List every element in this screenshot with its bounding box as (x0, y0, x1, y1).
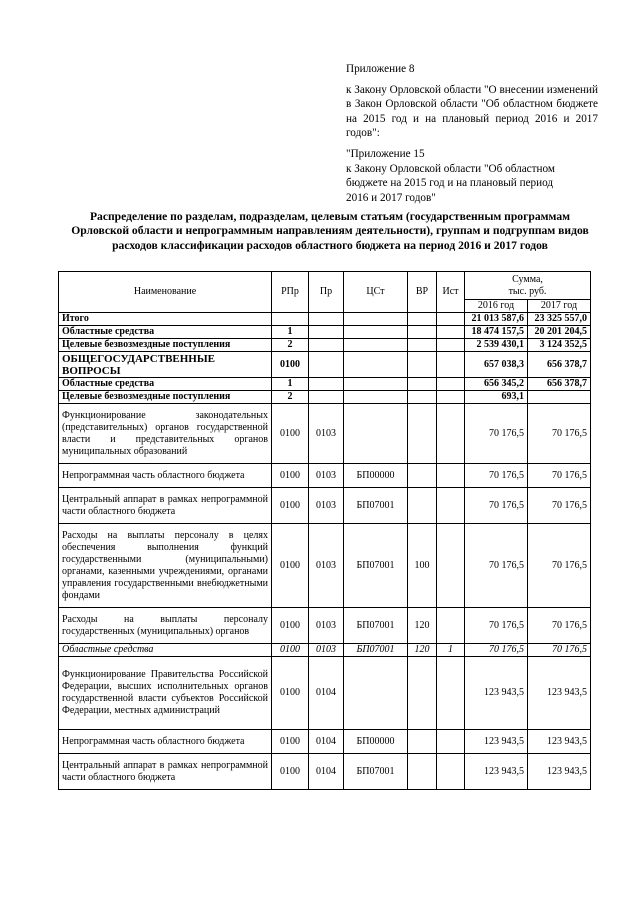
row-rpr: 1 (272, 378, 309, 391)
row-value-2017: 70 176,5 (528, 464, 591, 488)
row-value-2017: 656 378,7 (528, 378, 591, 391)
row-pr: 0103 (309, 608, 344, 644)
table-row (59, 326, 591, 339)
row-cst: БП00000 (344, 464, 408, 488)
row-ist (437, 352, 465, 378)
row-cst (344, 339, 408, 352)
row-value-2016: 70 176,5 (465, 464, 528, 488)
row-ist (437, 326, 465, 339)
quote-heading: "Приложение 15 (346, 147, 425, 160)
row-value-2017: 70 176,5 (528, 608, 591, 644)
row-vr (408, 657, 437, 730)
table-row (59, 657, 591, 730)
header-2017: 2017 год (528, 300, 591, 313)
row-vr (408, 313, 437, 326)
row-cst (344, 404, 408, 464)
row-value-2016: 18 474 157,5 (465, 326, 528, 339)
row-pr: 0103 (309, 524, 344, 608)
row-value-2016: 70 176,5 (465, 644, 528, 657)
row-rpr: 0100 (272, 488, 309, 524)
row-name: Центральный аппарат в рамках непрограммной части областного бюджета (59, 488, 272, 524)
appendix-heading: Приложение 8 (346, 63, 415, 75)
quote-line: 2016 и 2017 годов" (346, 191, 436, 204)
row-pr (309, 339, 344, 352)
appendix-text: к Закону Орловской области "О внесении изменений в Закон Орловской области "Об областном бюджете на 2015 год и на плановый период 2016 и 2017 годов": (346, 83, 598, 140)
table-row (59, 730, 591, 754)
row-vr: 120 (408, 608, 437, 644)
row-pr (309, 326, 344, 339)
row-value-2016: 123 943,5 (465, 730, 528, 754)
row-rpr: 0100 (272, 464, 309, 488)
row-ist (437, 391, 465, 404)
row-name: Областные средства (59, 326, 272, 339)
header-name: Наименование (59, 272, 272, 313)
row-value-2017: 70 176,5 (528, 404, 591, 464)
row-rpr: 0100 (272, 352, 309, 378)
row-rpr (272, 313, 309, 326)
row-pr (309, 352, 344, 378)
row-cst: БП07001 (344, 644, 408, 657)
budget-table (58, 271, 591, 790)
row-cst (344, 391, 408, 404)
row-pr (309, 378, 344, 391)
row-pr: 0103 (309, 644, 344, 657)
row-cst: БП07001 (344, 754, 408, 790)
row-value-2016: 656 345,2 (465, 378, 528, 391)
row-ist (437, 313, 465, 326)
row-cst: БП07001 (344, 608, 408, 644)
row-pr: 0103 (309, 404, 344, 464)
row-name: Центральный аппарат в рамках непрограммной части областного бюджета (59, 754, 272, 790)
table-row (59, 352, 591, 378)
row-ist (437, 488, 465, 524)
row-value-2017: 3 124 352,5 (528, 339, 591, 352)
row-cst (344, 326, 408, 339)
row-name: Функционирование Правительства Российской Федерации, высших исполнительных органов государственной власти субъектов Российской Федерации, местных администраций (59, 657, 272, 730)
row-vr: 100 (408, 524, 437, 608)
row-vr (408, 339, 437, 352)
row-value-2016: 693,1 (465, 391, 528, 404)
row-name: Функционирование законодательных (представительных) органов государственной власти и представительных органов муниципальных образований (59, 404, 272, 464)
row-name: Областные средства (59, 378, 272, 391)
row-name: ОБЩЕГОСУДАРСТВЕННЫЕ ВОПРОСЫ (59, 352, 272, 378)
row-value-2017: 123 943,5 (528, 754, 591, 790)
row-pr: 0104 (309, 657, 344, 730)
row-cst: БП07001 (344, 488, 408, 524)
table-row (59, 608, 591, 644)
row-vr (408, 326, 437, 339)
table-row (59, 464, 591, 488)
row-rpr: 0100 (272, 730, 309, 754)
header-cst: ЦСт (344, 272, 408, 313)
row-ist: 1 (437, 644, 465, 657)
row-value-2017 (528, 391, 591, 404)
table-row (59, 378, 591, 391)
row-cst (344, 313, 408, 326)
appendix-quote (346, 147, 598, 205)
row-value-2016: 2 539 430,1 (465, 339, 528, 352)
row-rpr: 0100 (272, 404, 309, 464)
row-value-2017: 123 943,5 (528, 730, 591, 754)
header-2016: 2016 год (465, 300, 528, 313)
row-ist (437, 657, 465, 730)
row-ist (437, 404, 465, 464)
quote-line: бюджете на 2015 год и на плановый период (346, 177, 554, 190)
row-pr: 0104 (309, 754, 344, 790)
row-cst: БП00000 (344, 730, 408, 754)
table-row (59, 404, 591, 464)
row-pr (309, 313, 344, 326)
row-name: Расходы на выплаты персоналу в целях обеспечения выполнения функций государственными (муниципальными) органами, казенными учреждениями, органами управления государственными внебюджетными фондами (59, 524, 272, 608)
row-value-2017: 656 378,7 (528, 352, 591, 378)
header-ist: Ист (437, 272, 465, 313)
row-value-2017: 70 176,5 (528, 488, 591, 524)
row-value-2016: 123 943,5 (465, 657, 528, 730)
appendix-block (346, 62, 598, 211)
row-value-2016: 657 038,3 (465, 352, 528, 378)
header-sum-unit: тыс. руб. (508, 285, 547, 297)
row-name: Непрограммная часть областного бюджета (59, 464, 272, 488)
row-ist (437, 608, 465, 644)
row-rpr: 0100 (272, 524, 309, 608)
row-vr (408, 391, 437, 404)
row-cst: БП07001 (344, 524, 408, 608)
row-ist (437, 730, 465, 754)
row-value-2016: 70 176,5 (465, 404, 528, 464)
row-value-2016: 70 176,5 (465, 608, 528, 644)
row-ist (437, 524, 465, 608)
header-vr: ВР (408, 272, 437, 313)
document-title: Распределение по разделам, подразделам, целевым статьям (государственным программам Орловской области и непрограммным направлениям деятельности), группам и подгруппам видов расходов классификации расходов областного бюджета на период 2016 и 2017 годов (71, 210, 589, 252)
row-pr: 0103 (309, 488, 344, 524)
row-vr (408, 378, 437, 391)
row-name: Непрограммная часть областного бюджета (59, 730, 272, 754)
table-header (59, 272, 591, 313)
row-cst (344, 657, 408, 730)
row-ist (437, 464, 465, 488)
row-value-2017: 23 325 557,0 (528, 313, 591, 326)
row-value-2016: 70 176,5 (465, 488, 528, 524)
row-vr (408, 754, 437, 790)
row-name: Областные средства (59, 644, 272, 657)
row-vr (408, 488, 437, 524)
row-name: Целевые безвозмездные поступления (59, 391, 272, 404)
row-value-2016: 123 943,5 (465, 754, 528, 790)
table-row (59, 488, 591, 524)
table-body (59, 313, 591, 790)
row-cst (344, 352, 408, 378)
row-ist (437, 339, 465, 352)
header-sum (465, 272, 591, 300)
table-row (59, 391, 591, 404)
table-row (59, 339, 591, 352)
table-row (59, 754, 591, 790)
row-pr (309, 391, 344, 404)
row-pr: 0103 (309, 464, 344, 488)
row-value-2016: 70 176,5 (465, 524, 528, 608)
row-rpr: 0100 (272, 644, 309, 657)
row-rpr: 0100 (272, 608, 309, 644)
row-value-2016: 21 013 587,6 (465, 313, 528, 326)
header-sum-label: Сумма, (512, 273, 543, 285)
header-rpr: РПр (272, 272, 309, 313)
row-value-2017: 123 943,5 (528, 657, 591, 730)
row-ist (437, 378, 465, 391)
row-value-2017: 20 201 204,5 (528, 326, 591, 339)
row-rpr: 0100 (272, 754, 309, 790)
row-vr (408, 352, 437, 378)
row-value-2017: 70 176,5 (528, 524, 591, 608)
header-pr: Пр (309, 272, 344, 313)
row-vr (408, 464, 437, 488)
row-cst (344, 378, 408, 391)
row-rpr: 2 (272, 391, 309, 404)
quote-line: к Закону Орловской области "Об областном (346, 162, 555, 175)
row-pr: 0104 (309, 730, 344, 754)
table-row (59, 524, 591, 608)
row-ist (437, 754, 465, 790)
row-rpr: 2 (272, 339, 309, 352)
row-vr (408, 730, 437, 754)
row-vr (408, 404, 437, 464)
row-value-2017: 70 176,5 (528, 644, 591, 657)
row-name: Целевые безвозмездные поступления (59, 339, 272, 352)
row-vr: 120 (408, 644, 437, 657)
row-rpr: 0100 (272, 657, 309, 730)
row-name: Итого (59, 313, 272, 326)
table-row (59, 313, 591, 326)
table-row (59, 644, 591, 657)
row-rpr: 1 (272, 326, 309, 339)
row-name: Расходы на выплаты персоналу государственных (муниципальных) органов (59, 608, 272, 644)
